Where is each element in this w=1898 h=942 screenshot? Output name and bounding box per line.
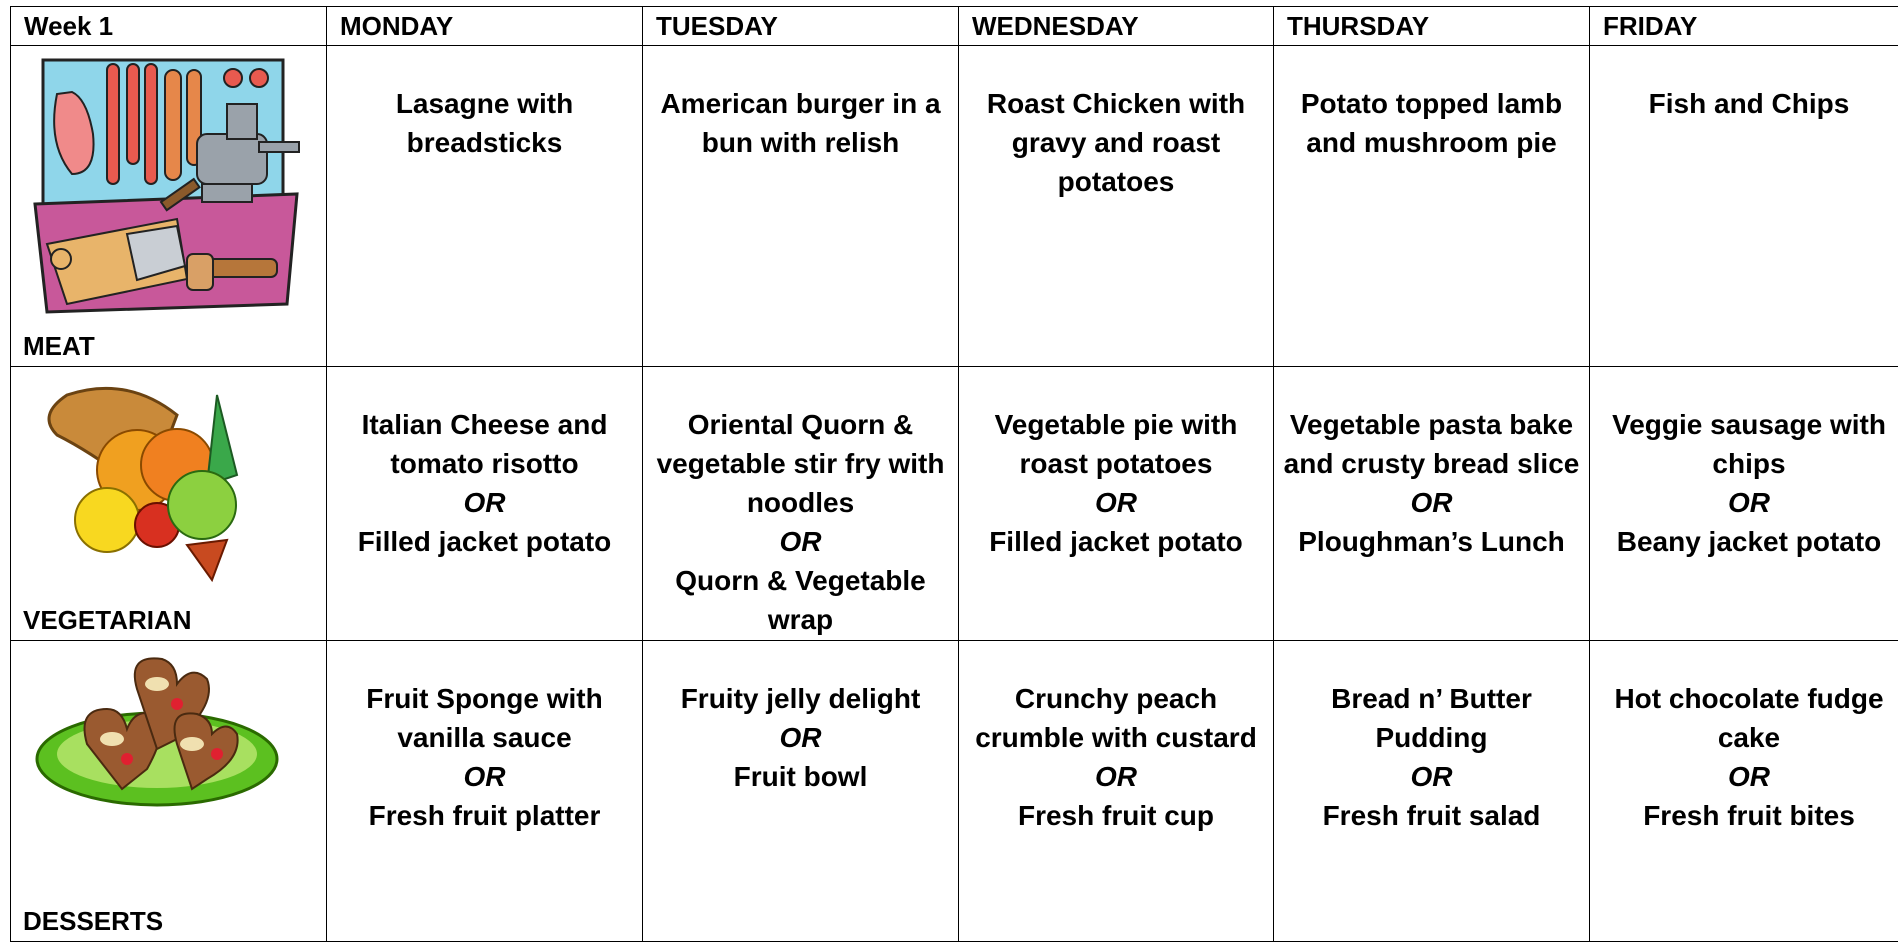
dish-main: Vegetable pie with roast potatoes <box>959 405 1273 483</box>
dessert-dish-friday <box>1590 641 1898 942</box>
dish-main: Italian Cheese and tomato risotto <box>327 405 642 483</box>
meat-row <box>11 46 1898 367</box>
day-header-thursday: THURSDAY <box>1274 7 1590 46</box>
meat-dish-wednesday <box>959 46 1274 367</box>
veg-dish-wednesday <box>959 367 1274 641</box>
dish-main: American burger in a bun with relish <box>643 84 958 162</box>
category-label-desserts: DESSERTS <box>23 906 163 937</box>
dish-or: OR <box>327 483 642 522</box>
dish-alternative: Filled jacket potato <box>959 522 1273 561</box>
dish-alternative: Filled jacket potato <box>327 522 642 561</box>
dish-or: OR <box>959 483 1273 522</box>
meat-butcher-icon <box>27 54 307 324</box>
desserts-row <box>11 641 1898 942</box>
veg-dish-thursday <box>1274 367 1590 641</box>
day-header-tuesday: TUESDAY <box>643 7 959 46</box>
dish-main: Vegetable pasta bake and crusty bread slice <box>1274 405 1589 483</box>
dish-main: Crunchy peach crumble with custard <box>959 679 1273 757</box>
desserts-category-cell <box>11 641 327 942</box>
dish-alternative: Ploughman’s Lunch <box>1274 522 1589 561</box>
day-header-monday: MONDAY <box>327 7 643 46</box>
dish-main: Potato topped lamb and mushroom pie <box>1274 84 1589 162</box>
meat-dish-monday <box>327 46 643 367</box>
veg-dish-tuesday <box>643 367 959 641</box>
dish-alternative: Fresh fruit platter <box>327 796 642 835</box>
dish-main: Roast Chicken with gravy and roast potatoes <box>959 84 1273 201</box>
vegetarian-row <box>11 367 1898 641</box>
dish-main: Veggie sausage with chips <box>1590 405 1898 483</box>
meat-dish-thursday <box>1274 46 1590 367</box>
dish-alternative: Fresh fruit bites <box>1590 796 1898 835</box>
dish-main: Fruity jelly delight <box>643 679 958 718</box>
weekly-menu-table <box>10 6 1898 942</box>
category-label-vegetarian: VEGETARIAN <box>23 605 192 636</box>
vegetarian-category-cell <box>11 367 327 641</box>
dish-or: OR <box>327 757 642 796</box>
meat-category-cell <box>11 46 327 367</box>
dessert-dish-tuesday <box>643 641 959 942</box>
dish-main: Fruit Sponge with vanilla sauce <box>327 679 642 757</box>
dish-alternative: Beany jacket potato <box>1590 522 1898 561</box>
heart-cookies-plate-icon <box>27 649 287 829</box>
dish-or: OR <box>1274 483 1589 522</box>
dish-alternative: Fresh fruit cup <box>959 796 1273 835</box>
dish-main: Fish and Chips <box>1590 84 1898 123</box>
dish-or: OR <box>1274 757 1589 796</box>
dish-or: OR <box>959 757 1273 796</box>
header-row <box>11 7 1898 46</box>
dish-main: Lasagne with breadsticks <box>327 84 642 162</box>
dish-or: OR <box>643 718 958 757</box>
cornucopia-icon <box>27 375 257 590</box>
dessert-dish-thursday <box>1274 641 1590 942</box>
veg-dish-monday <box>327 367 643 641</box>
week-label: Week 1 <box>11 7 327 46</box>
meat-dish-tuesday <box>643 46 959 367</box>
day-header-friday: FRIDAY <box>1590 7 1898 46</box>
dish-main: Oriental Quorn & vegetable stir fry with noodles <box>643 405 958 522</box>
dish-main: Bread n’ Butter Pudding <box>1274 679 1589 757</box>
dish-alternative: Fresh fruit salad <box>1274 796 1589 835</box>
meat-dish-friday <box>1590 46 1898 367</box>
dish-main: Hot chocolate fudge cake <box>1590 679 1898 757</box>
category-label-meat: MEAT <box>23 331 95 362</box>
day-header-wednesday: WEDNESDAY <box>959 7 1274 46</box>
dish-alternative: Fruit bowl <box>643 757 958 796</box>
dish-or: OR <box>1590 757 1898 796</box>
dish-or: OR <box>643 522 958 561</box>
dish-alternative: Quorn & Vegetable wrap <box>643 561 958 639</box>
dish-or: OR <box>1590 483 1898 522</box>
dessert-dish-wednesday <box>959 641 1274 942</box>
veg-dish-friday <box>1590 367 1898 641</box>
dessert-dish-monday <box>327 641 643 942</box>
